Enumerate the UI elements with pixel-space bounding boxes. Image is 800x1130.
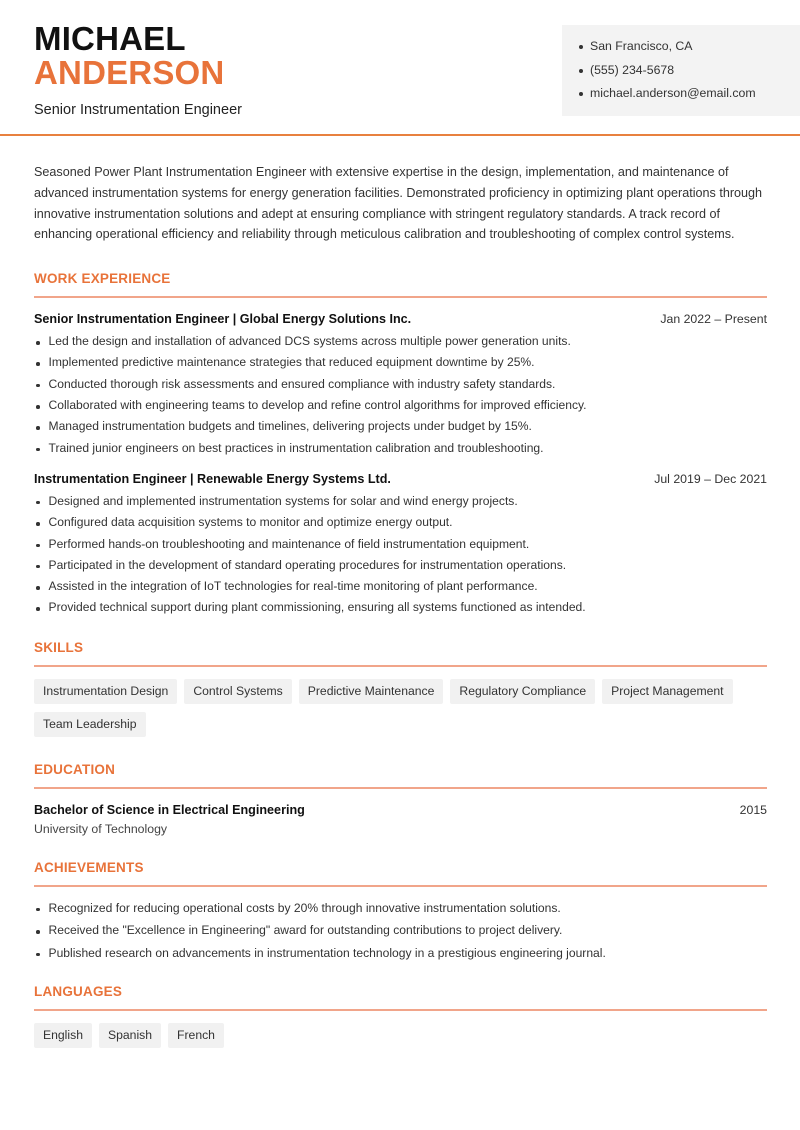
education-year: 2015 bbox=[739, 802, 767, 817]
language-chip: Spanish bbox=[99, 1023, 161, 1048]
bullet-icon bbox=[579, 69, 583, 73]
job-role: Instrumentation Engineer | Renewable Energy Systems Ltd. bbox=[34, 471, 391, 486]
skill-chip: Instrumentation Design bbox=[34, 679, 177, 704]
contact-box bbox=[562, 25, 800, 116]
job-bullets bbox=[34, 334, 767, 462]
contact-location bbox=[579, 39, 800, 63]
skill-chip: Predictive Maintenance bbox=[299, 679, 444, 704]
last-name: ANDERSON bbox=[34, 54, 225, 91]
language-chip: English bbox=[34, 1023, 92, 1048]
bullet-icon bbox=[579, 92, 583, 96]
list-item-text: Performed hands-on troubleshooting and maintenance of field instrumentation equipment. bbox=[48, 536, 530, 551]
bullet-icon bbox=[36, 448, 40, 452]
bullet-icon bbox=[579, 45, 583, 49]
list-item bbox=[34, 600, 767, 621]
resume-header bbox=[0, 0, 800, 136]
bullet-icon bbox=[36, 908, 40, 912]
list-item-text: Trained junior engineers on best practices in instrumentation calibration and troubleshooting. bbox=[48, 440, 544, 455]
list-item-text: Recognized for reducing operational costs by 20% through innovative instrumentation solutions. bbox=[48, 900, 561, 915]
list-item bbox=[34, 537, 767, 558]
list-item bbox=[34, 494, 767, 515]
achievements-list bbox=[34, 901, 767, 969]
list-item-text: Implemented predictive maintenance strategies that reduced equipment downtime by 25%. bbox=[48, 355, 535, 370]
job-title: Senior Instrumentation Engineer bbox=[34, 102, 242, 118]
bullet-icon bbox=[36, 384, 40, 388]
list-item bbox=[34, 558, 767, 579]
bullet-icon bbox=[36, 341, 40, 345]
education-degree: Bachelor of Science in Electrical Engineering bbox=[34, 802, 305, 817]
list-item bbox=[34, 419, 767, 440]
list-item bbox=[34, 946, 767, 969]
education-school: University of Technology bbox=[34, 821, 168, 836]
section-title-achievements: ACHIEVEMENTS bbox=[34, 859, 144, 875]
skill-chip: Control Systems bbox=[184, 679, 291, 704]
section-title-work: WORK EXPERIENCE bbox=[34, 271, 171, 287]
job-entry bbox=[34, 472, 767, 622]
bullet-icon bbox=[36, 607, 40, 611]
job-bullets bbox=[34, 494, 767, 622]
list-item-text: Managed instrumentation budgets and timelines, delivering projects under budget by 15%. bbox=[48, 419, 532, 434]
languages-section bbox=[34, 984, 767, 1048]
resume-body bbox=[34, 162, 767, 1048]
bullet-icon bbox=[36, 426, 40, 430]
education-section bbox=[34, 762, 767, 836]
skill-chip: Regulatory Compliance bbox=[450, 679, 595, 704]
bullet-icon bbox=[36, 501, 40, 505]
skills-chips bbox=[34, 679, 767, 737]
contact-location-text: San Francisco, CA bbox=[590, 39, 693, 53]
achievements-section bbox=[34, 860, 767, 969]
bullet-icon bbox=[36, 362, 40, 366]
list-item-text: Provided technical support during plant commissioning, ensuring all systems functioned as intended. bbox=[48, 600, 586, 615]
section-title-education: EDUCATION bbox=[34, 761, 116, 777]
skill-chip: Team Leadership bbox=[34, 712, 146, 737]
section-title-skills: SKILLS bbox=[34, 639, 84, 655]
skill-chip: Project Management bbox=[602, 679, 732, 704]
language-chips bbox=[34, 1023, 767, 1048]
summary: Seasoned Power Plant Instrumentation Engineer with extensive expertise in the design, implementation, and maintenance of advanced instrumentation systems for energy generation facilities. Demonstrated proficiency in optimizing plant operations through innovative instrumentation solutions and adept at ensuring compliance with stringent regulatory standards. A track record of enhancing operational efficiency and reliability through meticulous calibration and troubleshooting of complex control systems. bbox=[34, 165, 763, 242]
list-item bbox=[34, 398, 767, 419]
name-block bbox=[34, 22, 242, 118]
bullet-icon bbox=[36, 544, 40, 548]
list-item bbox=[34, 441, 767, 462]
contact-email-text: michael.anderson@email.com bbox=[590, 86, 756, 100]
bullet-icon bbox=[36, 522, 40, 526]
list-item-text: Led the design and installation of advanced DCS systems across multiple power generation units. bbox=[48, 334, 571, 349]
list-item bbox=[34, 515, 767, 536]
contact-phone-text: (555) 234-5678 bbox=[590, 62, 675, 77]
list-item bbox=[34, 377, 767, 398]
list-item bbox=[34, 355, 767, 376]
language-chip: French bbox=[168, 1023, 224, 1048]
contact-email bbox=[579, 86, 800, 110]
section-divider bbox=[34, 1009, 767, 1011]
list-item bbox=[34, 901, 767, 924]
bullet-icon bbox=[36, 930, 40, 934]
job-dates: Jan 2022 – Present bbox=[660, 312, 767, 327]
list-item bbox=[34, 923, 767, 946]
list-item-text: Published research on advancements in instrumentation technology in a prestigious engineering journal. bbox=[48, 945, 606, 960]
section-divider bbox=[34, 787, 767, 789]
contact-phone bbox=[579, 63, 800, 87]
list-item-text: Collaborated with engineering teams to develop and refine control algorithms for improved efficiency. bbox=[48, 398, 587, 413]
list-item bbox=[34, 579, 767, 600]
section-title-languages: LANGUAGES bbox=[34, 984, 123, 1000]
section-divider bbox=[34, 296, 767, 298]
bullet-icon bbox=[36, 586, 40, 590]
job-entry bbox=[34, 312, 767, 462]
first-name: MICHAEL bbox=[34, 20, 186, 57]
list-item-text: Conducted thorough risk assessments and ensured compliance with industry safety standards. bbox=[48, 376, 556, 391]
job-dates: Jul 2019 – Dec 2021 bbox=[654, 471, 767, 486]
list-item-text: Designed and implemented instrumentation systems for solar and wind energy projects. bbox=[48, 493, 518, 508]
skills-section bbox=[34, 640, 767, 737]
list-item-text: Assisted in the integration of IoT technologies for real-time monitoring of plant performance. bbox=[48, 579, 538, 594]
bullet-icon bbox=[36, 405, 40, 409]
section-divider bbox=[34, 885, 767, 887]
section-divider bbox=[34, 665, 767, 667]
work-experience-section bbox=[34, 271, 767, 622]
job-role: Senior Instrumentation Engineer | Global Energy Solutions Inc. bbox=[34, 312, 412, 327]
list-item-text: Received the "Excellence in Engineering" award for outstanding contributions to project delivery. bbox=[48, 923, 563, 938]
list-item-text: Configured data acquisition systems to monitor and optimize energy output. bbox=[48, 515, 453, 530]
list-item-text: Participated in the development of standard operating procedures for instrumentation operations. bbox=[48, 557, 567, 572]
list-item bbox=[34, 334, 767, 355]
bullet-icon bbox=[36, 565, 40, 569]
bullet-icon bbox=[36, 953, 40, 957]
